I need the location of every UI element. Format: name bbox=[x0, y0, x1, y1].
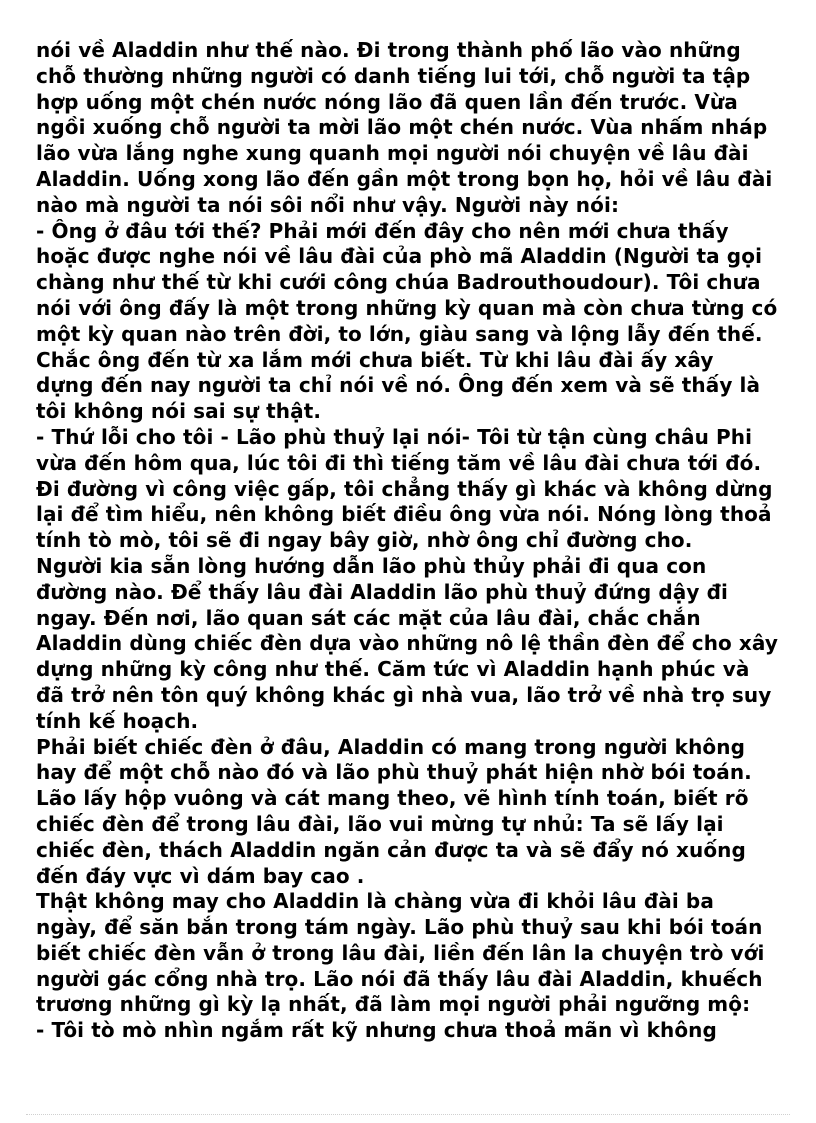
text-line: chiếc đèn, thách Aladdin ngăn cản được ta và sẽ đẩy nó xuống bbox=[36, 837, 746, 862]
text-line: Aladdin dùng chiếc đèn dựa vào những nô lệ thần đèn để cho xây bbox=[36, 631, 779, 656]
text-line: Chắc ông đến từ xa lắm mới chưa biết. Từ khi lâu đài ấy xây bbox=[36, 347, 714, 372]
text-line: biết chiếc đèn vẫn ở trong lâu đài, liền đến lân la chuyện trò với bbox=[36, 940, 765, 965]
page-footer-divider bbox=[26, 1114, 790, 1115]
text-line: một kỳ quan nào trên đời, to lớn, giàu sang và lộng lẫy đến thế. bbox=[36, 321, 763, 346]
text-line: - Thứ lỗi cho tôi - Lão phù thuỷ lại nói- Tôi từ tận cùng châu Phi bbox=[36, 424, 753, 449]
text-line: chiếc đèn để trong lâu đài, lão vui mừng tự nhủ: Ta sẽ lấy lại bbox=[36, 811, 724, 836]
text-line: ngày, để săn bắn trong tám ngày. Lão phù thuỷ sau khi bói toán bbox=[36, 915, 763, 940]
text-line: lão vừa lắng nghe xung quanh mọi người nói chuyện về lâu đài bbox=[36, 141, 749, 166]
text-line: hoặc được nghe nói về lâu đài của phò mã Aladdin (Người ta gọi bbox=[36, 244, 763, 269]
text-line: nói với ông đấy là một trong những kỳ quan mà còn chưa từng có bbox=[36, 295, 778, 320]
text-line: Lão lấy hộp vuông và cát mang theo, vẽ hình tính toán, biết rõ bbox=[36, 786, 749, 811]
text-line: Người kia sẵn lòng hướng dẫn lão phù thủy phải đi qua con bbox=[36, 553, 707, 578]
text-line: tính tò mò, tôi sẽ đi ngay bây giờ, nhờ ông chỉ đường cho. bbox=[36, 528, 693, 553]
text-line: vừa đến hôm qua, lúc tôi đi thì tiếng tăm về lâu đài chưa tới đó. bbox=[36, 450, 762, 475]
text-line: hợp uống một chén nước nóng lão đã quen lần đến trước. Vừa bbox=[36, 89, 738, 114]
text-line: - Tôi tò mò nhìn ngắm rất kỹ nhưng chưa thoả mãn vì không bbox=[36, 1018, 717, 1043]
text-line: nào mà người ta nói sôi nổi như vậy. Người này nói: bbox=[36, 192, 620, 217]
text-line: Phải biết chiếc đèn ở đâu, Aladdin có mang trong người không bbox=[36, 734, 745, 759]
text-line: trương những gì kỳ lạ nhất, đã làm mọi người phải ngưỡng mộ: bbox=[36, 992, 751, 1017]
text-line: Đi đường vì công việc gấp, tôi chẳng thấy gì khác và không dừng bbox=[36, 476, 773, 501]
text-line: hay để một chỗ nào đó và lão phù thuỷ phát hiện nhờ bói toán. bbox=[36, 760, 752, 785]
text-line: ngồi xuống chỗ người ta mời lão một chén nước. Vùa nhấm nháp bbox=[36, 115, 768, 140]
text-line: dựng đến nay người ta chỉ nói về nó. Ông đến xem và sẽ thấy là bbox=[36, 373, 761, 398]
text-line: ngay. Đến nơi, lão quan sát các mặt của lâu đài, chắc chắn bbox=[36, 605, 701, 630]
text-line: tôi không nói sai sự thật. bbox=[36, 399, 322, 424]
text-line: chàng như thế từ khi cưới công chúa Badrouthoudour). Tôi chưa bbox=[36, 270, 761, 295]
story-text bbox=[36, 38, 796, 1044]
text-line: - Ông ở đâu tới thế? Phải mới đến đây cho nên mới chưa thấy bbox=[36, 218, 729, 243]
text-line: đã trở nên tôn quý không khác gì nhà vua, lão trở về nhà trọ suy bbox=[36, 682, 772, 707]
text-line: dựng những kỳ công như thế. Căm tức vì Aladdin hạnh phúc và bbox=[36, 657, 750, 682]
text-line: chỗ thường những người có danh tiếng lui tới, chỗ người ta tập bbox=[36, 63, 751, 88]
text-line: Thật không may cho Aladdin là chàng vừa đi khỏi lâu đài ba bbox=[36, 889, 714, 914]
text-line: tính kế hoạch. bbox=[36, 708, 199, 733]
text-line: người gác cổng nhà trọ. Lão nói đã thấy lâu đài Aladdin, khuếch bbox=[36, 966, 763, 991]
text-line: Aladdin. Uống xong lão đến gần một trong bọn họ, hỏi về lâu đài bbox=[36, 166, 773, 191]
text-line: đường nào. Để thấy lâu đài Aladdin lão phù thuỷ đứng dậy đi bbox=[36, 579, 728, 604]
text-line: lại để tìm hiểu, nên không biết điều ông vừa nói. Nóng lòng thoả bbox=[36, 502, 772, 527]
text-line: nói về Aladdin như thế nào. Đi trong thành phố lão vào những bbox=[36, 38, 741, 62]
text-line: đến đáy vực vì dám bay cao . bbox=[36, 863, 365, 888]
